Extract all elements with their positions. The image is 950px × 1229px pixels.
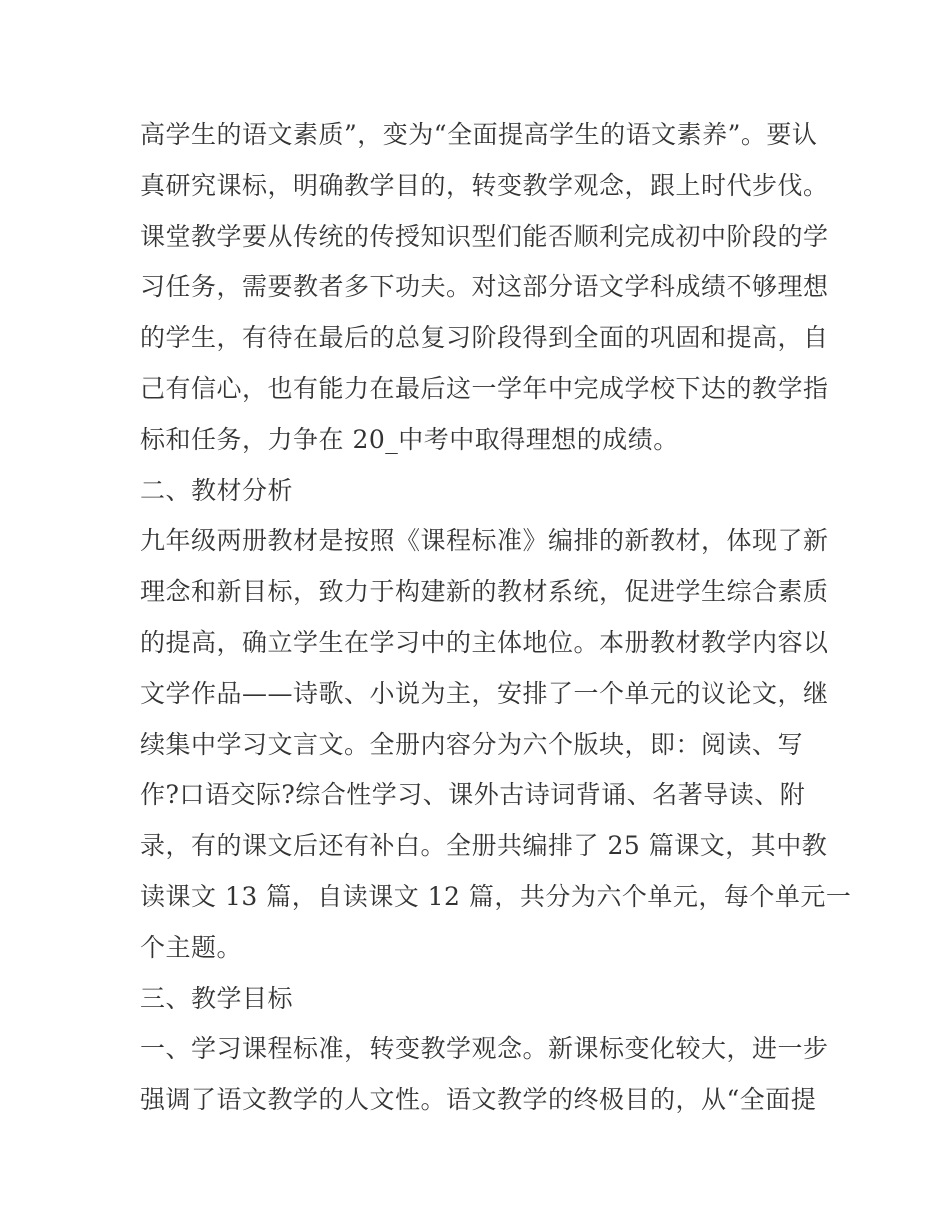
text-line: 续集中学习文言文。全册内容分为六个版块，即：阅读、写 [140,729,804,759]
text-line: 强调了语文教学的人文性。语文教学的终极目的，从“全面提 [140,1085,817,1115]
text-line: 真研究课标，明确教学目的，转变教学观念，跟上时代步伐。 [140,170,829,200]
text-line: 习任务，需要教者多下功夫。对这部分语文学科成绩不够理想 [140,272,829,302]
text-line: 录，有的课文后还有补白。全册共编排了 25 篇课文，其中教 [140,831,828,861]
text-line: 的学生，有待在最后的总复习阶段得到全面的巩固和提高，自 [140,323,829,353]
text-line: 个主题。 [140,932,243,962]
section-heading: 二、教材分析 [140,475,294,505]
text-line: 的提高，确立学生在学习中的主体地位。本册教材教学内容以 [140,627,829,657]
text-line: 己有信心，也有能力在最后这一学年中完成学校下达的教学指 [140,373,829,403]
text-line: 一、学习课程标准，转变教学观念。新课标变化较大，进一步 [140,1034,829,1064]
text-line: 标和任务，力争在 20_中考中取得理想的成绩。 [140,424,679,454]
text-line: 文学作品——诗歌、小说为主，安排了一个单元的议论文，继 [140,678,829,708]
text-line: 九年级两册教材是按照《课程标准》编排的新教材，体现了新 [140,526,829,556]
text-line: 课堂教学要从传统的传授知识型们能否顺利完成初中阶段的学 [140,221,829,251]
section-heading: 三、教学目标 [140,983,294,1013]
text-line: 理念和新目标，致力于构建新的教材系统，促进学生综合素质 [140,577,829,607]
text-line: 作?口语交际?综合性学习、课外古诗词背诵、名著导读、附 [140,780,806,810]
text-line: 读课文 13 篇，自读课文 12 篇，共分为六个单元，每个单元一 [140,881,852,911]
text-line: 高学生的语文素质”，变为“全面提高学生的语文素养”。要认 [140,120,818,149]
